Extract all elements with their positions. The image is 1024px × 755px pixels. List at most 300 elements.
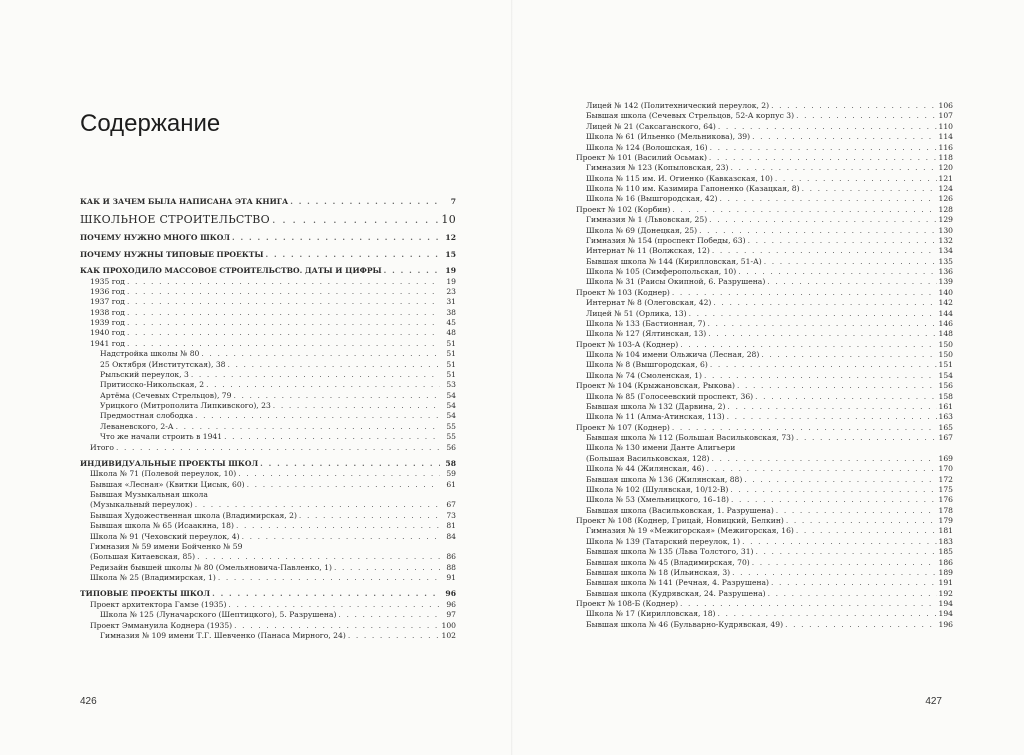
toc-entry: [576, 620, 953, 630]
toc-entry: [80, 401, 456, 411]
toc-entry: [80, 277, 456, 287]
toc-leader-dots: [730, 163, 936, 173]
toc-leader-dots: [247, 480, 440, 490]
toc-entry: [576, 277, 953, 287]
toc-entry-title: Артёма (Сечевых Стрельцов), 79: [100, 390, 232, 400]
toc-entry-page: 106: [938, 101, 953, 110]
toc-entry-page: 186: [938, 557, 953, 567]
toc-entry-title: Бывшая школа № 45 (Владимирская, 70): [586, 557, 750, 567]
toc-entry-page: 136: [938, 267, 953, 276]
toc-leader-dots: [796, 111, 936, 121]
toc-entry-page: 51: [446, 349, 456, 359]
toc-leader-dots: [127, 287, 440, 297]
toc-entry-title: Проект № 101 (Василий Осьмак): [576, 152, 707, 162]
toc-entry-page: 176: [938, 495, 953, 505]
toc-entry: [80, 360, 456, 370]
toc-leader-dots: [752, 558, 937, 568]
toc-entry: [576, 412, 953, 422]
toc-leader-dots: [127, 308, 440, 318]
toc-entry-page: 192: [938, 588, 953, 598]
toc-entry-title: Школа № 71 (Полевой переулок, 10): [90, 469, 237, 479]
toc-leader-dots: [748, 236, 937, 246]
toc-entry-title: 1937 год: [90, 297, 125, 307]
toc-leader-dots: [718, 609, 937, 619]
toc-entry-title: Школа № 31 (Раисы Окипной, 6. Разрушена): [586, 277, 766, 287]
toc-entry-title: Школа № 115 им. И. Огиенко (Кавказская, 10): [586, 173, 773, 183]
toc-entry: [576, 288, 953, 298]
toc-entry-page: 140: [938, 287, 953, 297]
toc-entry-title: Гимназия № 19 «Межигорская» (Межигорская, 16): [586, 526, 794, 536]
toc-entry-title: Что же начали строить в 1941: [100, 432, 223, 442]
toc-entry-title: Бывшая школа (Васильковская, 1. Разрушена): [586, 505, 774, 515]
toc-entry-title: Бывшая школа № 135 (Льва Толстого, 31): [586, 547, 754, 557]
toc-leader-dots: [228, 600, 440, 610]
toc-entry-page: 81: [446, 521, 456, 531]
toc-entry-page: 51: [446, 369, 456, 379]
toc-leader-dots: [232, 233, 440, 243]
toc-entry-title: Проект № 108 (Коднер, Грицай, Новицкий, Белкин): [576, 516, 784, 525]
toc-entry: [576, 122, 953, 132]
toc-entry: [80, 631, 456, 641]
toc-entry: [576, 163, 953, 173]
toc-entry-page: 161: [938, 401, 953, 411]
toc-entry-title: Интернат № 11 (Волжская, 12): [586, 246, 710, 256]
toc-leader-dots: [290, 197, 440, 207]
toc-entry-title: Гимназия № 154 (проспект Победы, 63): [586, 235, 746, 245]
toc-entry-title: (Большая Китаевская, 85): [90, 552, 196, 562]
toc-entry: [576, 599, 953, 609]
toc-entry-title: (Большая Васильковская, 128): [586, 453, 710, 463]
toc-entry: [576, 568, 953, 578]
toc-entry: [576, 111, 953, 121]
toc-entry-title: Проект № 104 (Крыжановская, Рыкова): [576, 381, 735, 391]
toc-entry-title: Бывшая школа № 46 (Бульварно-Кудрявская, 49): [586, 619, 784, 629]
toc-leader-dots: [732, 568, 936, 578]
toc-entry: [576, 475, 953, 485]
toc-entry-title: Школа № 85 (Голосеевский проспект, 36): [586, 391, 754, 401]
toc-entry: [576, 226, 953, 236]
toc-entry: [80, 469, 456, 479]
toc-entry-page: 53: [446, 380, 456, 390]
toc-entry-page: 54: [446, 401, 456, 410]
toc-entry: [80, 532, 456, 542]
toc-leader-dots: [195, 500, 440, 510]
toc-entry-page: 54: [446, 390, 456, 400]
toc-entry-title: Проект № 107 (Коднер): [576, 422, 670, 432]
toc-entry-page: 124: [938, 184, 953, 193]
toc-entry-title: Проект № 103-А (Коднер): [576, 339, 679, 349]
toc-entry-title: Притисско-Никольская, 2: [100, 380, 205, 390]
toc-entry: [80, 328, 456, 338]
toc-entry-title: Школа № 102 (Шулявская, 10/12-В): [586, 484, 729, 494]
toc-entry-title: ШКОЛЬНОЕ СТРОИТЕЛЬСТВО: [80, 213, 270, 227]
toc-entry-title: ПОЧЕМУ НУЖНО МНОГО ШКОЛ: [80, 233, 231, 243]
toc-entry-page: 135: [938, 256, 953, 266]
toc-entry: [80, 422, 456, 432]
toc-entry: [80, 411, 456, 421]
toc-entry: [576, 506, 953, 516]
toc-entry: [576, 381, 953, 391]
toc-entry: [80, 443, 456, 453]
toc-leader-dots: [727, 412, 937, 422]
toc-entry-title: ПОЧЕМУ НУЖНЫ ТИПОВЫЕ ПРОЕКТЫ: [80, 249, 264, 259]
toc-entry: [80, 391, 456, 401]
toc-entry-title: 1940 год: [90, 328, 125, 338]
toc-entry-page: 15: [445, 249, 456, 259]
toc-leader-dots: [680, 599, 936, 609]
toc-entry: [80, 297, 456, 307]
toc-entry-title: Школа № 8 (Вышгородская, 6): [586, 360, 708, 370]
toc-leader-dots: [771, 578, 936, 588]
toc-entry-page: 55: [446, 432, 456, 442]
toc-leader-dots: [127, 318, 440, 328]
toc-leader-dots: [707, 319, 936, 329]
toc-entry: [80, 511, 456, 521]
toc-entry-title: Гимназия № 1 (Львовская, 25): [586, 215, 708, 225]
toc-leader-dots: [785, 620, 936, 630]
toc-entry-page: 73: [446, 510, 456, 520]
toc-entry: [80, 610, 456, 620]
toc-entry-page: 61: [446, 479, 456, 489]
toc-entry-page: 84: [446, 531, 456, 541]
toc-entry-page: 54: [446, 411, 456, 421]
toc-entry: [576, 526, 953, 536]
toc-leader-dots: [191, 370, 440, 380]
toc-entry-title: Бывшая Музыкальная школа: [90, 490, 208, 499]
toc-entry-title: Школа № 110 им. Казимира Гапоненко (Казацкая, 8): [586, 184, 800, 193]
toc-entry-title: (Музыкальный переулок): [90, 500, 193, 510]
toc-leader-dots: [699, 226, 936, 236]
toc-entry-page: 31: [446, 297, 456, 307]
toc-entry: [576, 454, 953, 464]
toc-entry: [576, 194, 953, 204]
toc-entry: [80, 318, 456, 328]
toc-entry: [576, 392, 953, 402]
toc-leader-dots: [227, 360, 440, 370]
toc-entry-page: 158: [938, 391, 953, 401]
toc-entry: [576, 309, 953, 319]
toc-leader-dots: [730, 485, 936, 495]
toc-entry: [576, 298, 953, 308]
toc-entry-page: 183: [938, 536, 953, 546]
toc-leader-dots: [348, 631, 440, 641]
toc-entry-title: 1936 год: [90, 286, 125, 296]
toc-entry-page: 114: [938, 132, 953, 142]
page-number-left: 426: [80, 696, 97, 707]
toc-leader-dots: [334, 563, 440, 573]
toc-leader-dots: [704, 371, 937, 381]
toc-entry-page: 10: [441, 213, 456, 227]
toc-entry-title: Бывшая школа № 112 (Большая Васильковская, 73): [586, 433, 794, 442]
toc-entry-page: 110: [938, 121, 953, 131]
toc-entry-title: Школа № 104 имени Ольжича (Лесная, 28): [586, 350, 760, 359]
toc-entry-page: 128: [938, 204, 953, 214]
toc-entry-title: Предмостная слободка: [100, 411, 194, 421]
toc-entry-title: Бывшая школа № 18 (Ильинская, 3): [586, 567, 731, 577]
toc-entry: [80, 370, 456, 380]
toc-leader-dots: [206, 380, 440, 390]
toc-leader-dots: [195, 411, 440, 421]
toc-leader-dots: [742, 537, 936, 547]
toc-entry-title: Школа № 124 (Волошская, 16): [586, 142, 708, 152]
toc-entry-page: 167: [938, 433, 953, 442]
toc-entry-title: Проект Эммануила Коднера (1935): [90, 620, 233, 630]
toc-entry-title: Бывшая школа № 132 (Дарвина, 2): [586, 401, 726, 411]
toc-entry-page: 38: [446, 307, 456, 317]
toc-entry-page: 7: [450, 197, 456, 206]
toc-leader-dots: [272, 213, 439, 227]
toc-entry-page: 194: [938, 599, 953, 608]
toc-entry: [80, 287, 456, 297]
toc-leader-dots: [768, 589, 937, 599]
toc-leader-dots: [238, 469, 440, 479]
toc-leader-dots: [233, 391, 440, 401]
toc-leader-dots: [234, 621, 439, 631]
toc-entry: [576, 205, 953, 215]
toc-entry-title: Школа № 105 (Симферопольская, 10): [586, 267, 737, 276]
toc-entry-title: Школа № 127 (Ялтинская, 13): [586, 329, 707, 339]
toc-right-column: [576, 101, 953, 630]
toc-leader-dots: [127, 297, 440, 307]
toc-leader-dots: [744, 475, 936, 485]
toc-entry-page: 107: [938, 111, 953, 121]
toc-entry-page: 154: [938, 370, 953, 380]
toc-entry-title: Гимназия № 59 имени Бойченко № 59: [90, 541, 243, 551]
toc-entry-page: 156: [938, 381, 953, 391]
toc-entry-title: Школа № 133 (Бастионная, 7): [586, 318, 706, 328]
toc-entry-page: 172: [938, 474, 953, 484]
toc-entry-title: Школа № 53 (Хмельницкого, 16–18): [586, 495, 729, 505]
toc-leader-dots: [212, 589, 440, 599]
toc-leader-dots: [236, 521, 440, 531]
toc-leader-dots: [712, 246, 937, 256]
toc-entry: [80, 621, 456, 631]
toc-entry-page: 91: [446, 573, 456, 582]
toc-entry-title: Гимназия № 109 имени Т.Г. Шевченко (Панаса Мирного, 24): [100, 630, 346, 640]
toc-leader-dots: [796, 433, 937, 443]
toc-entry-page: 169: [938, 453, 953, 463]
toc-entry-page: 144: [938, 308, 953, 318]
page-number-right: 427: [925, 696, 942, 707]
toc-leader-dots: [299, 511, 440, 521]
toc-entry: [576, 143, 953, 153]
toc-entry-title: Школа № 125 (Луначарского (Шептицкого), 5. Разрушена): [100, 610, 337, 620]
toc-entry-title: Бывшая «Лесная» (Квитки Цисык, 60): [90, 479, 245, 489]
toc-leader-dots: [727, 402, 936, 412]
right-page: [512, 0, 1024, 755]
toc-leader-dots: [709, 215, 936, 225]
toc-entry: [576, 184, 953, 194]
toc-entry: [576, 547, 953, 557]
toc-entry-page: 126: [938, 194, 953, 204]
toc-entry-page: 179: [938, 516, 953, 525]
toc-leader-dots: [706, 464, 936, 474]
toc-entry-title: Рыльский переулок, 3: [100, 369, 189, 379]
toc-entry-page: 67: [446, 500, 456, 510]
toc-entry-page: 165: [938, 422, 953, 432]
toc-leader-dots: [771, 101, 936, 111]
toc-entry-page: 178: [938, 505, 953, 515]
toc-entry-title: 1935 год: [90, 276, 125, 286]
toc-entry-title: Бывшая школа (Кудрявская, 24. Разрушена): [586, 588, 766, 598]
toc-entry: [576, 101, 953, 111]
toc-entry: [576, 589, 953, 599]
toc-entry-page: 23: [446, 286, 456, 296]
toc-entry-page: 51: [446, 359, 456, 369]
toc-entry: [80, 521, 456, 531]
toc-leader-dots: [116, 443, 440, 453]
toc-entry-title: КАК И ЗАЧЕМ БЫЛА НАПИСАНА ЭТА КНИГА: [80, 197, 289, 206]
toc-leader-dots: [709, 153, 937, 163]
toc-entry-title: 1939 год: [90, 318, 125, 327]
toc-leader-dots: [802, 184, 937, 194]
toc-entry-page: 59: [446, 469, 456, 479]
toc-entry-page: 102: [441, 630, 456, 640]
toc-entry: [576, 246, 953, 256]
toc-leader-dots: [273, 401, 440, 411]
toc-entry-title: Проект № 103 (Коднер): [576, 287, 670, 297]
toc-entry-page: 120: [938, 163, 953, 173]
toc-entry-page: 194: [938, 609, 953, 619]
toc-entry-title: Школа № 25 (Владимирская, 1): [90, 573, 216, 582]
toc-leader-dots: [266, 250, 440, 260]
toc-entry-title: Лицей № 21 (Саксаганского, 64): [586, 121, 716, 131]
toc-entry-title: ТИПОВЫЕ ПРОЕКТЫ ШКОЛ: [80, 589, 211, 599]
toc-entry-page: 86: [446, 552, 456, 562]
toc-entry-title: Урицкого (Митрополита Липкивского), 23: [100, 401, 271, 410]
toc-entry-page: 96: [446, 599, 456, 609]
toc-entry-page: 150: [938, 350, 953, 359]
page-title: Содержание: [80, 110, 221, 137]
toc-entry-page: 56: [446, 442, 456, 452]
toc-entry: [80, 250, 456, 260]
toc-entry-page: 132: [938, 235, 953, 245]
toc-entry-title: Бывшая школа (Сечевых Стрельцов, 52-А корпус 3): [586, 111, 795, 121]
toc-entry: [576, 423, 953, 433]
toc-leader-dots: [338, 610, 440, 620]
toc-leader-dots: [776, 506, 937, 516]
toc-entry: [576, 402, 953, 412]
toc-leader-dots: [672, 288, 937, 298]
toc-entry-title: 1938 год: [90, 307, 125, 317]
toc-entry: [80, 589, 456, 599]
toc-entry: [80, 563, 456, 573]
toc-entry-title: Надстройка школы № 80: [100, 349, 200, 359]
toc-entry-page: 134: [938, 246, 953, 256]
toc-entry: [576, 464, 953, 474]
toc-entry: [576, 485, 953, 495]
toc-leader-dots: [672, 423, 937, 433]
toc-entry: [80, 573, 456, 583]
toc-entry-title: Лицей № 51 (Орлика, 13): [586, 308, 687, 318]
toc-entry-title: Школа № 130 имени Данте Алигьери: [586, 443, 736, 453]
toc-entry-title: Интернат № 8 (Олеговская, 42): [586, 298, 712, 308]
toc-entry-title: КАК ПРОХОДИЛО МАССОВОЕ СТРОИТЕЛЬСТВО. ДАТЫ И ЦИФРЫ: [80, 266, 382, 276]
toc-entry-title: Лицей № 142 (Политехнический переулок, 2): [586, 101, 770, 110]
toc-entry-page: 118: [938, 152, 953, 162]
toc-entry-title: Проект № 102 (Корбин): [576, 204, 671, 214]
toc-entry-title: Итого: [90, 442, 114, 452]
toc-leader-dots: [710, 360, 937, 370]
toc-entry-title: 1941 год: [90, 338, 125, 348]
toc-entry: [576, 433, 953, 443]
toc-entry-title: Школа № 61 (Ильенко (Мельникова), 39): [586, 132, 751, 142]
toc-leader-dots: [197, 552, 440, 562]
toc-entry-title: Редизайн бывшей школы № 80 (Омельяновича-Павленко, 1): [90, 562, 332, 572]
toc-entry: [576, 495, 953, 505]
toc-entry-page: 181: [938, 526, 953, 536]
toc-entry-page: 55: [446, 421, 456, 431]
toc-entry: [80, 432, 456, 442]
toc-entry: [80, 380, 456, 390]
toc-entry: [576, 516, 953, 526]
toc-entry-title: Школа № 44 (Жилянская, 46): [586, 464, 705, 474]
toc-entry-page: 151: [938, 360, 953, 370]
toc-entry: [576, 319, 953, 329]
toc-entry: [576, 578, 953, 588]
toc-entry-title: 25 Октября (Институтская), 38: [100, 359, 226, 369]
toc-leader-dots: [713, 298, 936, 308]
toc-entry-page: 19: [446, 276, 456, 286]
toc-entry: [80, 500, 456, 510]
toc-entry-title: Школа № 16 (Вышгородская, 42): [586, 194, 718, 204]
toc-entry: [576, 340, 953, 350]
toc-entry-title: Бывшая школа № 65 (Исаакяна, 18): [90, 521, 234, 531]
toc-entry-title: Школа № 69 (Донецкая, 25): [586, 225, 698, 235]
toc-entry: [80, 480, 456, 490]
toc-leader-dots: [718, 122, 937, 132]
toc-entry: [80, 339, 456, 349]
toc-leader-dots: [127, 277, 440, 287]
toc-entry-title: Проект № 108-Б (Коднер): [576, 599, 679, 608]
toc-entry-page: 121: [938, 173, 953, 183]
toc-leader-dots: [260, 459, 440, 469]
toc-leader-dots: [218, 573, 440, 583]
toc-entry: [576, 257, 953, 267]
toc-entry: [576, 132, 953, 142]
toc-entry-page: 191: [938, 578, 953, 588]
toc-leader-dots: [720, 194, 937, 204]
toc-leader-dots: [176, 422, 440, 432]
toc-entry: [80, 552, 456, 562]
toc-entry-title: Школа № 139 (Татарский переулок, 1): [586, 536, 741, 546]
toc-entry: [576, 350, 953, 360]
toc-entry-page: 51: [446, 338, 456, 348]
toc-leader-dots: [775, 174, 937, 184]
toc-entry-page: 116: [938, 142, 953, 152]
toc-leader-dots: [731, 495, 937, 505]
toc-entry: [576, 174, 953, 184]
toc-leader-dots: [711, 454, 936, 464]
toc-leader-dots: [201, 349, 440, 359]
toc-leader-dots: [672, 205, 936, 215]
toc-leader-dots: [755, 547, 936, 557]
toc-leader-dots: [767, 277, 936, 287]
toc-entry-page: 146: [938, 318, 953, 328]
toc-entry-page: 48: [446, 328, 456, 338]
toc-leader-dots: [764, 257, 937, 267]
toc-leader-dots: [737, 381, 937, 391]
toc-entry-page: 130: [938, 225, 953, 235]
toc-entry: [576, 558, 953, 568]
toc-leader-dots: [127, 328, 440, 338]
toc-entry: [80, 197, 456, 207]
toc-entry-page: 163: [938, 412, 953, 422]
toc-entry-title: Школа № 17 (Кирилловская, 18): [586, 609, 716, 619]
toc-entry-page: 100: [441, 620, 456, 630]
toc-entry-page: 45: [446, 318, 456, 327]
toc-leader-dots: [738, 267, 936, 277]
